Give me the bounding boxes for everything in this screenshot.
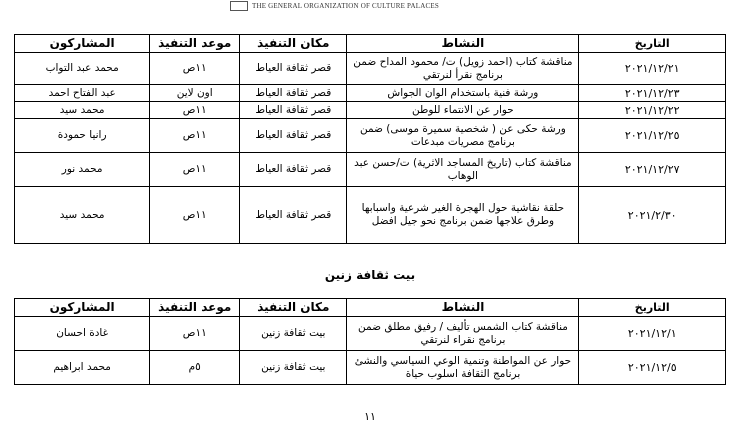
- place-cell: قصر ثقافة العياط: [240, 85, 347, 102]
- place-cell: بيت ثقافة زنين: [240, 351, 347, 385]
- activity-cell: ورشة حكى عن ( شخصية سميرة موسى) ضمن برنامج مصريات مبدعات: [347, 119, 579, 153]
- participants-cell: محمد ابراهيم: [15, 351, 150, 385]
- page-number: ١١: [364, 410, 376, 423]
- activity-cell: ورشة فنية باستخدام الوان الجواش: [347, 85, 579, 102]
- organization-name: THE GENERAL ORGANIZATION OF CULTURE PALACES: [252, 2, 439, 10]
- column-header-time: موعد التنفيذ: [150, 35, 240, 53]
- column-header-time: موعد التنفيذ: [150, 299, 240, 317]
- date-cell: ٢٠٢١/١٢/٢٢: [579, 102, 726, 119]
- participants-cell: محمد عبد التواب: [15, 53, 150, 85]
- column-header-participants: المشاركون: [15, 299, 150, 317]
- activity-cell: مناقشة كتاب (احمد زويل) ت/ محمود المداح ضمن برنامج نقرأ لنرتقي: [347, 53, 579, 85]
- activity-cell: حوار عن الانتماء للوطن: [347, 102, 579, 119]
- table-row: [15, 102, 726, 119]
- activities-table-ayat: [14, 34, 726, 244]
- participants-cell: رانيا حمودة: [15, 119, 150, 153]
- date-cell: ٢٠٢١/١٢/٢٥: [579, 119, 726, 153]
- time-cell: ١١ص: [150, 102, 240, 119]
- place-cell: قصر ثقافة العياط: [240, 187, 347, 244]
- date-cell: ٢٠٢١/١٢/٢٣: [579, 85, 726, 102]
- time-cell: ٥م: [150, 351, 240, 385]
- time-cell: ١١ص: [150, 119, 240, 153]
- activities-table-zenin: [14, 298, 726, 385]
- date-cell: ٢٠٢١/٢/٣٠: [579, 187, 726, 244]
- table-row: [15, 351, 726, 385]
- column-header-place: مكان التنفيذ: [240, 35, 347, 53]
- place-cell: قصر ثقافة العياط: [240, 119, 347, 153]
- place-cell: بيت ثقافة زنين: [240, 317, 347, 351]
- participants-cell: غادة احسان: [15, 317, 150, 351]
- participants-cell: محمد سيد: [15, 102, 150, 119]
- place-cell: قصر ثقافة العياط: [240, 102, 347, 119]
- column-header-date: التاريخ: [579, 299, 726, 317]
- place-cell: قصر ثقافة العياط: [240, 153, 347, 187]
- column-header-activity: النشاط: [347, 35, 579, 53]
- table-row: [15, 317, 726, 351]
- date-cell: ٢٠٢١/١٢/٢٧: [579, 153, 726, 187]
- place-cell: قصر ثقافة العياط: [240, 53, 347, 85]
- column-header-participants: المشاركون: [15, 35, 150, 53]
- activity-cell: مناقشة كتاب (تاريخ المساجد الاثرية) ت/حسن عبد الوهاب: [347, 153, 579, 187]
- date-cell: ٢٠٢١/١٢/٢١: [579, 53, 726, 85]
- activity-cell: حوار عن المواطنة وتنمية الوعي السياسي والنشئ برنامج الثقافة اسلوب حياة: [347, 351, 579, 385]
- activity-cell: حلقة نقاشية حول الهجرة الغير شرعية واسبابها وطرق علاجها ضمن برنامج نحو جيل افضل: [347, 187, 579, 244]
- organization-logo-icon: [230, 1, 248, 11]
- table-header-row: [15, 299, 726, 317]
- column-header-activity: النشاط: [347, 299, 579, 317]
- time-cell: ١١ص: [150, 153, 240, 187]
- time-cell: ١١ص: [150, 187, 240, 244]
- table-header-row: [15, 35, 726, 53]
- table-row: [15, 53, 726, 85]
- table-row: [15, 153, 726, 187]
- table-row: [15, 85, 726, 102]
- date-cell: ٢٠٢١/١٢/١: [579, 317, 726, 351]
- page-header: [230, 0, 510, 12]
- table-row: [15, 187, 726, 244]
- time-cell: ١١ص: [150, 53, 240, 85]
- activity-cell: مناقشة كتاب الشمس تأليف / رفيق مطلق ضمن برنامج نقراء لنرتقي: [347, 317, 579, 351]
- date-cell: ٢٠٢١/١٢/٥: [579, 351, 726, 385]
- table-row: [15, 119, 726, 153]
- time-cell: ١١ص: [150, 317, 240, 351]
- participants-cell: محمد نور: [15, 153, 150, 187]
- column-header-date: التاريخ: [579, 35, 726, 53]
- section-title-zenin: بيت ثقافة زنين: [324, 268, 416, 282]
- participants-cell: عبد الفتاح احمد: [15, 85, 150, 102]
- column-header-place: مكان التنفيذ: [240, 299, 347, 317]
- time-cell: اون لاين: [150, 85, 240, 102]
- participants-cell: محمد سيد: [15, 187, 150, 244]
